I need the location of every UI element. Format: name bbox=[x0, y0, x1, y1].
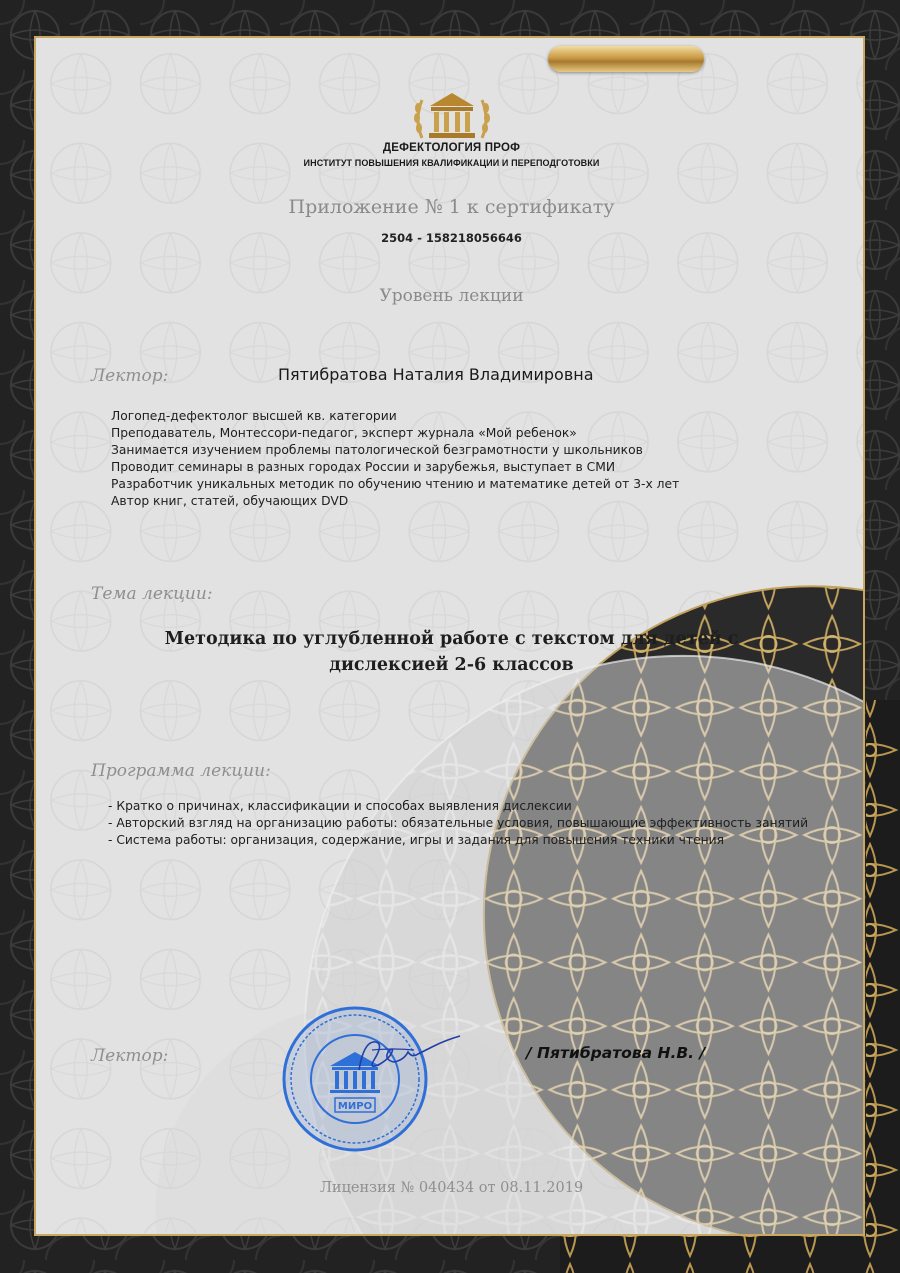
signature-lecturer-label: Лектор: bbox=[91, 1046, 169, 1066]
org-subtitle: ИНСТИТУТ ПОВЫШЕНИЯ КВАЛИФИКАЦИИ И ПЕРЕПОДГОТОВКИ bbox=[303, 158, 600, 168]
lecture-level-title: Уровень лекции bbox=[379, 286, 524, 306]
topic-line-2: дислексией 2-6 классов bbox=[329, 655, 574, 675]
gold-clip-tab bbox=[548, 46, 704, 72]
handwritten-signature-icon bbox=[354, 1030, 464, 1080]
bio-line: Проводит семинары в разных городах России и зарубежья, выступает в СМИ bbox=[111, 460, 616, 474]
lecturer-bio bbox=[111, 408, 679, 510]
topic-line-1: Методика по углубленной работе с текстом для детей с bbox=[164, 629, 739, 649]
org-name: ДЕФЕКТОЛОГИЯ ПРОФ bbox=[382, 142, 521, 154]
certificate-number: 2504 - 158218056646 bbox=[381, 231, 522, 245]
lecture-program bbox=[108, 798, 808, 849]
lecturer-name: Пятибратова Наталия Владимировна bbox=[278, 365, 594, 384]
program-label: Программа лекции: bbox=[91, 761, 271, 781]
lecturer-label: Лектор: bbox=[91, 366, 169, 386]
stamp-text: МИРО bbox=[337, 1101, 373, 1112]
appendix-title: Приложение № 1 к сертификату bbox=[288, 196, 615, 218]
topic-label: Тема лекции: bbox=[91, 584, 213, 604]
lecture-topic bbox=[116, 626, 787, 678]
bio-line: Логопед-дефектолог высшей кв. категории bbox=[111, 409, 397, 423]
bio-line: Занимается изучением проблемы патологической безграмотности у школьников bbox=[111, 443, 643, 457]
program-item: - Кратко о причинах, классификации и способах выявления дислексии bbox=[108, 799, 572, 813]
bio-line: Преподаватель, Монтессори-педагог, эксперт журнала «Мой ребенок» bbox=[111, 426, 577, 440]
license-info: Лицензия № 040434 от 08.11.2019 bbox=[319, 1180, 584, 1196]
signer-name: / Пятибратова Н.В. / bbox=[526, 1044, 706, 1062]
program-item: - Авторский взгляд на организацию работы: обязательные условия, повышающие эффективность занятий bbox=[108, 816, 809, 830]
program-item: - Система работы: организация, содержание, игры и задания для повышения техники чтения bbox=[108, 833, 725, 847]
bio-line: Автор книг, статей, обучающих DVD bbox=[111, 494, 349, 508]
certificate-sheet bbox=[34, 36, 865, 1236]
bio-line: Разработчик уникальных методик по обучению чтению и математике детей от 3-х лет bbox=[111, 477, 680, 491]
institute-logo-icon bbox=[412, 90, 492, 142]
